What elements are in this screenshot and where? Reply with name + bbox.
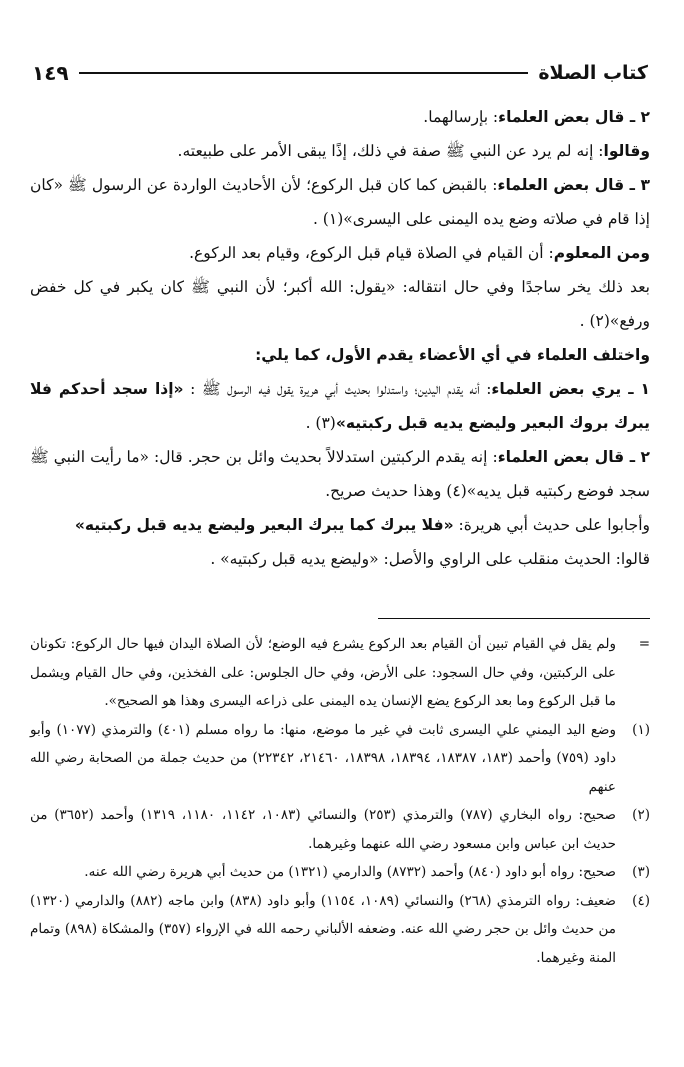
header-rule <box>79 72 529 74</box>
paragraph-7 <box>30 372 650 440</box>
paragraph-5 <box>30 270 650 338</box>
paragraph-body: وأجابوا على حديث أبي هريرة: <box>453 516 650 534</box>
paragraph-body: : بإرسالهما. <box>423 108 499 126</box>
paragraph-4 <box>30 236 650 270</box>
footnote-text: صحيح: رواه أبو داود (٨٤٠) وأحمد (٨٧٣٢) والدارمي (١٣٢١) من حديث أبي هريرة رضي الله عنه. <box>84 864 616 880</box>
footnote-text: وضع اليد اليمني علي اليسرى ثابت في غير ما موضع، منها: ما رواه مسلم (٤٠١) والترمذي (١٠٧٧) وأبو داود (٧٥٩) وأحمد (١٨٣، ١٨٣٨٧، ١٨٣٩٤، ١٨٣٩٨، ٢١٤٦٠، ٢٢٣٤٢) من حديث جملة من الصحابة رضي الله عنهم <box>30 721 617 795</box>
footnote-ref: (٣) . <box>305 414 336 432</box>
paragraph-body: : إنه لم يرد عن النبي ﷺ صفة في ذلك، إذًا يبقى الأمر على طبيعته. <box>177 142 604 160</box>
paragraph-9 <box>30 508 650 542</box>
footnote-mark: = <box>638 636 650 652</box>
hadith-quote: «إذا سجد أحدكم فلا يبرك بروك البعير وليضع يديه قبل ركبتيه» <box>30 380 650 432</box>
page-number: ١٤٩ <box>32 61 69 85</box>
footnote-2 <box>30 801 650 858</box>
paragraph-body: بعد ذلك يخر ساجدًا وفي حال انتقاله: «يقول: الله أكبر؛ لأن النبي ﷺ كان يكبر في كل خفض ورفع»(٢) . <box>30 278 650 330</box>
footnote-mark: (١) <box>632 721 650 738</box>
section-heading <box>30 338 650 372</box>
book-title: كتاب الصلاة <box>538 62 648 84</box>
page-header <box>32 58 648 88</box>
footnote-1 <box>30 716 650 802</box>
footnote-continuation <box>30 630 650 716</box>
paragraph-2 <box>30 134 650 168</box>
paragraph-body: : أن القيام في الصلاة قيام قبل الركوع، وقيام بعد الركوع. <box>189 244 554 262</box>
paragraph-lead: ومن المعلوم <box>553 244 650 262</box>
footnote-text: ولم يقل في القيام تبين أن القيام بعد الركوع يشرع فيه الوضع؛ لأن الصلاة اليدان فيها حال الركوع: تكونان على الركبتين، وفي حال السجود: على الأرض، وفي حال الجلوس: على الفخذين، وفي حال القيام ويشمل ما قبل الركوع وما بعد الركوع يضع الإنسان يده اليمنى على ذراعه اليسرى وهذا هو الصحيح». <box>30 636 616 709</box>
paragraph-lead: ٢ ـ قال بعض العلماء <box>497 448 650 466</box>
footnote-mark: (٣) <box>632 864 650 880</box>
footnote-mark: (٢) <box>632 807 650 823</box>
paragraph-body: قالوا: الحديث منقلب على الراوي والأصل: «وليضع يديه قبل ركبتيه» . <box>210 550 650 568</box>
paragraph-body: : بالقبض كما كان قبل الركوع؛ لأن الأحاديث الواردة عن الرسول ﷺ «كان إذا قام في صلاته وضع يده اليمنى على اليسرى»(١) . <box>30 176 650 228</box>
paragraph-lead: ٢ ـ قال بعض العلماء <box>498 108 650 126</box>
footnotes <box>30 630 650 972</box>
footnote-separator <box>378 618 650 619</box>
footnote-text: ضعيف: رواه الترمذي (٢٦٨) والنسائي (١٠٨٩، ١١٥٤) وأبو داود (٨٣٨) وابن ماجه (٨٨٢) والدارمي (١٣٢٠) من حديث وائل بن حجر رضي الله عنه. وضعفه الألباني رحمه الله في الإرواء (٣٥٧) والمشكاة (٨٩٨) وتمام المنة وغيرهما. <box>30 892 617 966</box>
paragraph-3 <box>30 168 650 236</box>
heading-text: واختلف العلماء في أي الأعضاء يقدم الأول، كما يلي: <box>255 346 650 364</box>
paragraph-lead: ٣ ـ قال بعض العلماء <box>497 176 650 194</box>
paragraph-body: : أنه يقدم اليدين؛ واستدلوا بحديث أبي هريرة يقول فيه الرسول ﷺ : <box>183 380 492 398</box>
paragraph-lead: وقالوا <box>603 142 650 160</box>
footnote-3 <box>30 858 650 887</box>
paragraph-1 <box>30 100 650 134</box>
main-text <box>30 100 650 576</box>
paragraph-lead: ١ ـ يري بعض العلماء <box>491 380 650 398</box>
footnote-text: صحيح: رواه البخاري (٧٨٧) والترمذي (٢٥٣) والنسائي (١٠٨٣، ١١٤٢، ١١٨٠، ١٣١٩) وأحمد (٣٦٥٢) من حديث ابن عباس وابن مسعود رضي الله عنهما وغيرهما. <box>30 807 616 852</box>
hadith-quote: «فلا يبرك كما يبرك البعير وليضع يديه قبل ركبتيه» <box>74 516 454 534</box>
footnote-mark: (٤) <box>632 892 650 909</box>
paragraph-10 <box>30 542 650 576</box>
paragraph-8 <box>30 440 650 508</box>
paragraph-body: : إنه يقدم الركبتين استدلالاً بحديث وائل بن حجر. قال: «ما رأيت النبي ﷺ سجد فوضع ركبتيه قبل يديه»(٤) وهذا حديث صريح. <box>30 448 650 500</box>
footnote-4 <box>30 887 650 973</box>
